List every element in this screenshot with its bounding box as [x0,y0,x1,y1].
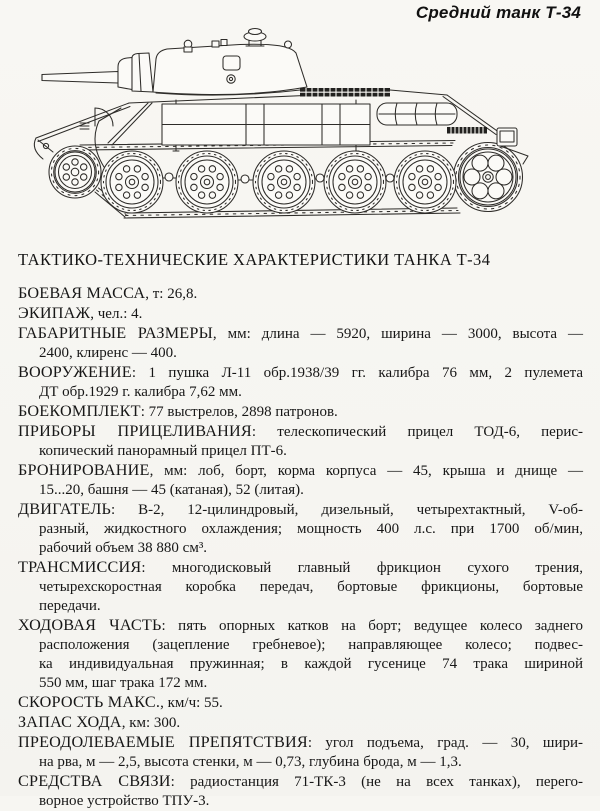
spec-text: , км: 300. [121,715,181,731]
spec-item [18,363,583,402]
spec-first-line [18,402,583,422]
spec-text-line: на рва, м — 2,5, высота стенки, м — 0,73, глубина брода, м — 1,3. [39,754,462,770]
spec-label: ТРАНСМИССИЯ [18,558,142,576]
spec-text-line: рабочий объем 38 880 см³. [39,540,208,556]
spec-first-line [18,772,583,792]
spec-item [18,324,583,363]
gun-barrel [42,72,118,84]
spec-label: ДВИГАТЕЛЬ [18,500,112,518]
spec-first-line [18,558,583,578]
spec-first-line [18,363,583,383]
spec-text-line: ДТ обр.1929 г. калибра 7,62 мм. [39,384,242,400]
spec-first-line [18,500,583,520]
spec-text-line: четырехскоростная коробка передач, бортовые фрикционы, бортовые [39,579,583,595]
spec-text-line: копический панорамный прицел ПТ-6. [39,443,287,459]
spec-text: , мм: лоб, борт, корма корпуса — 45, крыша и днище — [149,463,583,479]
spec-first-line [18,284,583,304]
spec-label: ВООРУЖЕНИЕ [18,363,132,381]
specs-list [18,284,583,811]
ventilator-dome-icon [244,29,266,47]
spec-label: ПРЕОДОЛЕВАЕМЫЕ ПРЕПЯТСТВИЯ [18,733,308,751]
spec-first-line [18,693,583,713]
spec-item [18,616,583,693]
spec-label: ХОДОВАЯ ЧАСТЬ [18,616,162,634]
spec-label: СРЕДСТВА СВЯЗИ [18,772,171,790]
spec-item [18,284,583,304]
spec-label: ГАБАРИТНЫЕ РАЗМЕРЫ [18,324,213,342]
spec-text-line: ка индивидуальная пружинная; в каждой гусенице 74 трака шириной [39,656,583,672]
tarpaulin-bundle [377,103,457,125]
spec-item [18,558,583,616]
spec-text: : В-2, 12-цилиндровый, дизельный, четырехтактный, V-об- [111,502,583,518]
t34-side-view-illustration [0,25,600,245]
spec-text: : многодисковый главный фрикцион сухого трения, [141,560,583,576]
spec-first-line [18,422,583,442]
spec-item [18,500,583,558]
running-header: Средний танк Т-34 [415,3,581,22]
spec-label: ЭКИПАЖ [18,304,91,322]
spec-text-line: передачи. [39,598,101,614]
spec-item [18,772,583,811]
content-column [18,250,583,811]
spec-item [18,733,583,772]
spec-text: , мм: длина — 5920, ширина — 3000, высота — [212,326,583,342]
turret [42,29,307,96]
spec-text: : 1 пушка Л-11 обр.1938/39 гг. калибра 76 мм, 2 пулемета [131,365,583,381]
idler-wheel-icon [55,152,95,192]
running-gear [55,149,516,213]
spec-first-line [18,733,583,753]
spec-item [18,402,583,422]
section-heading: ТАКТИКО-ТЕХНИЧЕСКИЕ ХАРАКТЕРИСТИКИ ТАНКА Т-34 [18,250,491,269]
stowage-boxes [162,100,370,151]
spec-label: СКОРОСТЬ МАКС. [18,693,161,711]
spec-first-line [18,616,583,636]
spec-label: БОЕВАЯ МАССА [18,284,146,302]
spec-label: БРОНИРОВАНИЕ [18,461,150,479]
spec-text: : пять опорных катков на борт; ведущее колесо заднего [161,618,583,634]
spec-text: : радиостанция 71-ТК-3 (не на всех танках), перего- [170,774,583,790]
spec-text-line: ворное устройство ТПУ-3. [39,793,210,809]
spec-text-line: расположения (зацепление гребневое); направляющее колесо; подвес- [39,637,583,653]
spec-text-line: 2400, клиренс — 400. [39,345,177,361]
drive-sprocket-icon [460,149,516,205]
spec-item [18,713,583,733]
spec-label: ПРИБОРЫ ПРИЦЕЛИВАНИЯ [18,422,252,440]
spec-label: ЗАПАС ХОДА [18,713,122,731]
spec-text-line: 15...20, башня — 45 (катаная), 52 (литая). [39,482,304,498]
spec-item [18,693,583,713]
spec-text: , т: 26,8. [145,286,198,302]
spec-text: : телескопический прицел ТОД-6, перис- [251,424,583,440]
spec-text: : угол подъема, град. — 30, шири- [307,735,583,751]
spec-item [18,422,583,461]
spec-first-line [18,713,583,733]
spec-item [18,461,583,500]
spec-first-line [18,461,583,481]
spec-text: , км/ч: 55. [160,695,223,711]
spec-first-line [18,324,583,344]
spec-label: БОЕКОМПЛЕКТ [18,402,141,420]
spec-item [18,304,583,324]
spec-text: , чел.: 4. [90,306,143,322]
spec-text-line: разный, жидкостного охлаждения; мощность 400 л.с. при 1700 об/мин, [39,521,583,537]
spec-first-line [18,304,583,324]
spec-text-line: 550 мм, шаг трака 172 мм. [39,675,208,691]
spec-text: : 77 выстрелов, 2898 патронов. [140,404,338,420]
